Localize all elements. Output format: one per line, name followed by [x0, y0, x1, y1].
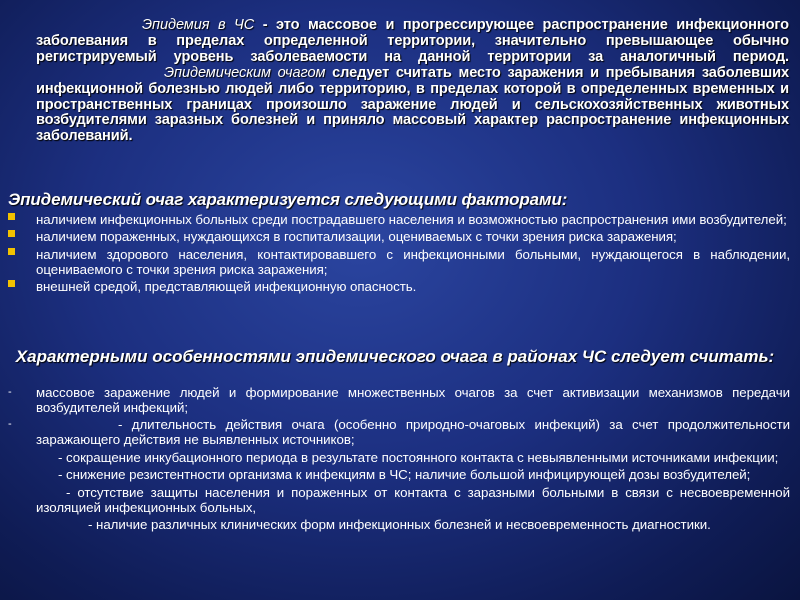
feature-lead: -	[88, 516, 97, 532]
square-bullet-icon	[8, 230, 15, 237]
factor-text: наличием инфекционных больных среди пострадавшего населения и возможностью распространения ими возбудителей;	[36, 212, 787, 227]
factor-item	[8, 279, 790, 294]
focus-definition: следует считать место заражения и пребывания заболевших инфекционной болезнью людей либо территорию, в пределах которой в определенных временных и пространственных границах произошло заражение людей и сельскохозяйственных животных возбудителями заразных болезней и приняло массовый характер распространение инфекционных заболеваний.	[36, 64, 789, 145]
factor-item	[8, 212, 790, 227]
feature-lead: -	[58, 449, 67, 465]
feature-marker: -	[8, 386, 12, 398]
feature-text: отсутствие защиты населения и пораженных от контакта с заразными больными в связи с несвоевременной изоляцией инфекционных больных,	[36, 484, 790, 515]
feature-text: снижение резистентности организма к инфекциям в ЧС; наличие большой инфицирующей дозы возбудителей;	[66, 467, 751, 483]
focus-term: Эпидемическим очагом	[164, 64, 326, 81]
factor-text: наличием здорового населения, контактировавшего с инфекционными больными, нуждающегося в наблюдении, оцениваемого с точки зрения риска заражения;	[36, 246, 790, 277]
feature-text: сокращение инкубационного периода в результате постоянного контакта с невыявленными источниками инфекции;	[66, 449, 779, 465]
feature-text: массовое заражение людей и формирование множественных очагов за счет активизации механизмов передачи возбудителей инфекций;	[36, 385, 790, 415]
features-heading: Характерными особенностями эпидемического очага в районах ЧС следует считать:	[15, 347, 775, 366]
square-bullet-icon	[8, 280, 15, 287]
features-list	[8, 385, 790, 534]
feature-lead: -	[58, 467, 67, 483]
feature-text: длительность действия очага (особенно природно-очаговых инфекций) за счет продолжительности заражающего действия не выявленных источников;	[36, 417, 790, 448]
intro-paragraph	[36, 18, 789, 145]
feature-item	[8, 450, 790, 465]
epidemic-definition: - это массовое и прогрессирующее распространение инфекционного заболевания в пределах определенной территории, значительно превышающее обычно регистрируемый уровень заболеваемости на данной территории за аналогичный период.	[36, 17, 789, 65]
square-bullet-icon	[8, 248, 15, 255]
feature-item	[8, 467, 790, 482]
factor-item	[8, 229, 790, 244]
feature-lead: -	[118, 417, 132, 433]
feature-lead: -	[66, 484, 78, 500]
feature-text: наличие различных клинических форм инфекционных болезней и несвоевременность диагностики.	[96, 516, 711, 532]
feature-item	[8, 385, 790, 415]
factor-text: наличием пораженных, нуждающихся в госпитализации, оцениваемых с точки зрения риска заражения;	[36, 229, 677, 245]
factors-list	[8, 212, 790, 297]
feature-marker: -	[8, 418, 12, 431]
factor-text: внешней средой, представляющей инфекционную опасность.	[36, 279, 417, 295]
factors-heading: Эпидемический очаг характеризуется следующими факторами:	[8, 190, 568, 209]
epidemic-term: Эпидемия в ЧС	[142, 17, 255, 33]
feature-item	[8, 517, 790, 532]
feature-item	[8, 417, 790, 447]
square-bullet-icon	[8, 213, 15, 220]
factor-item	[8, 247, 790, 277]
feature-item	[8, 485, 790, 515]
